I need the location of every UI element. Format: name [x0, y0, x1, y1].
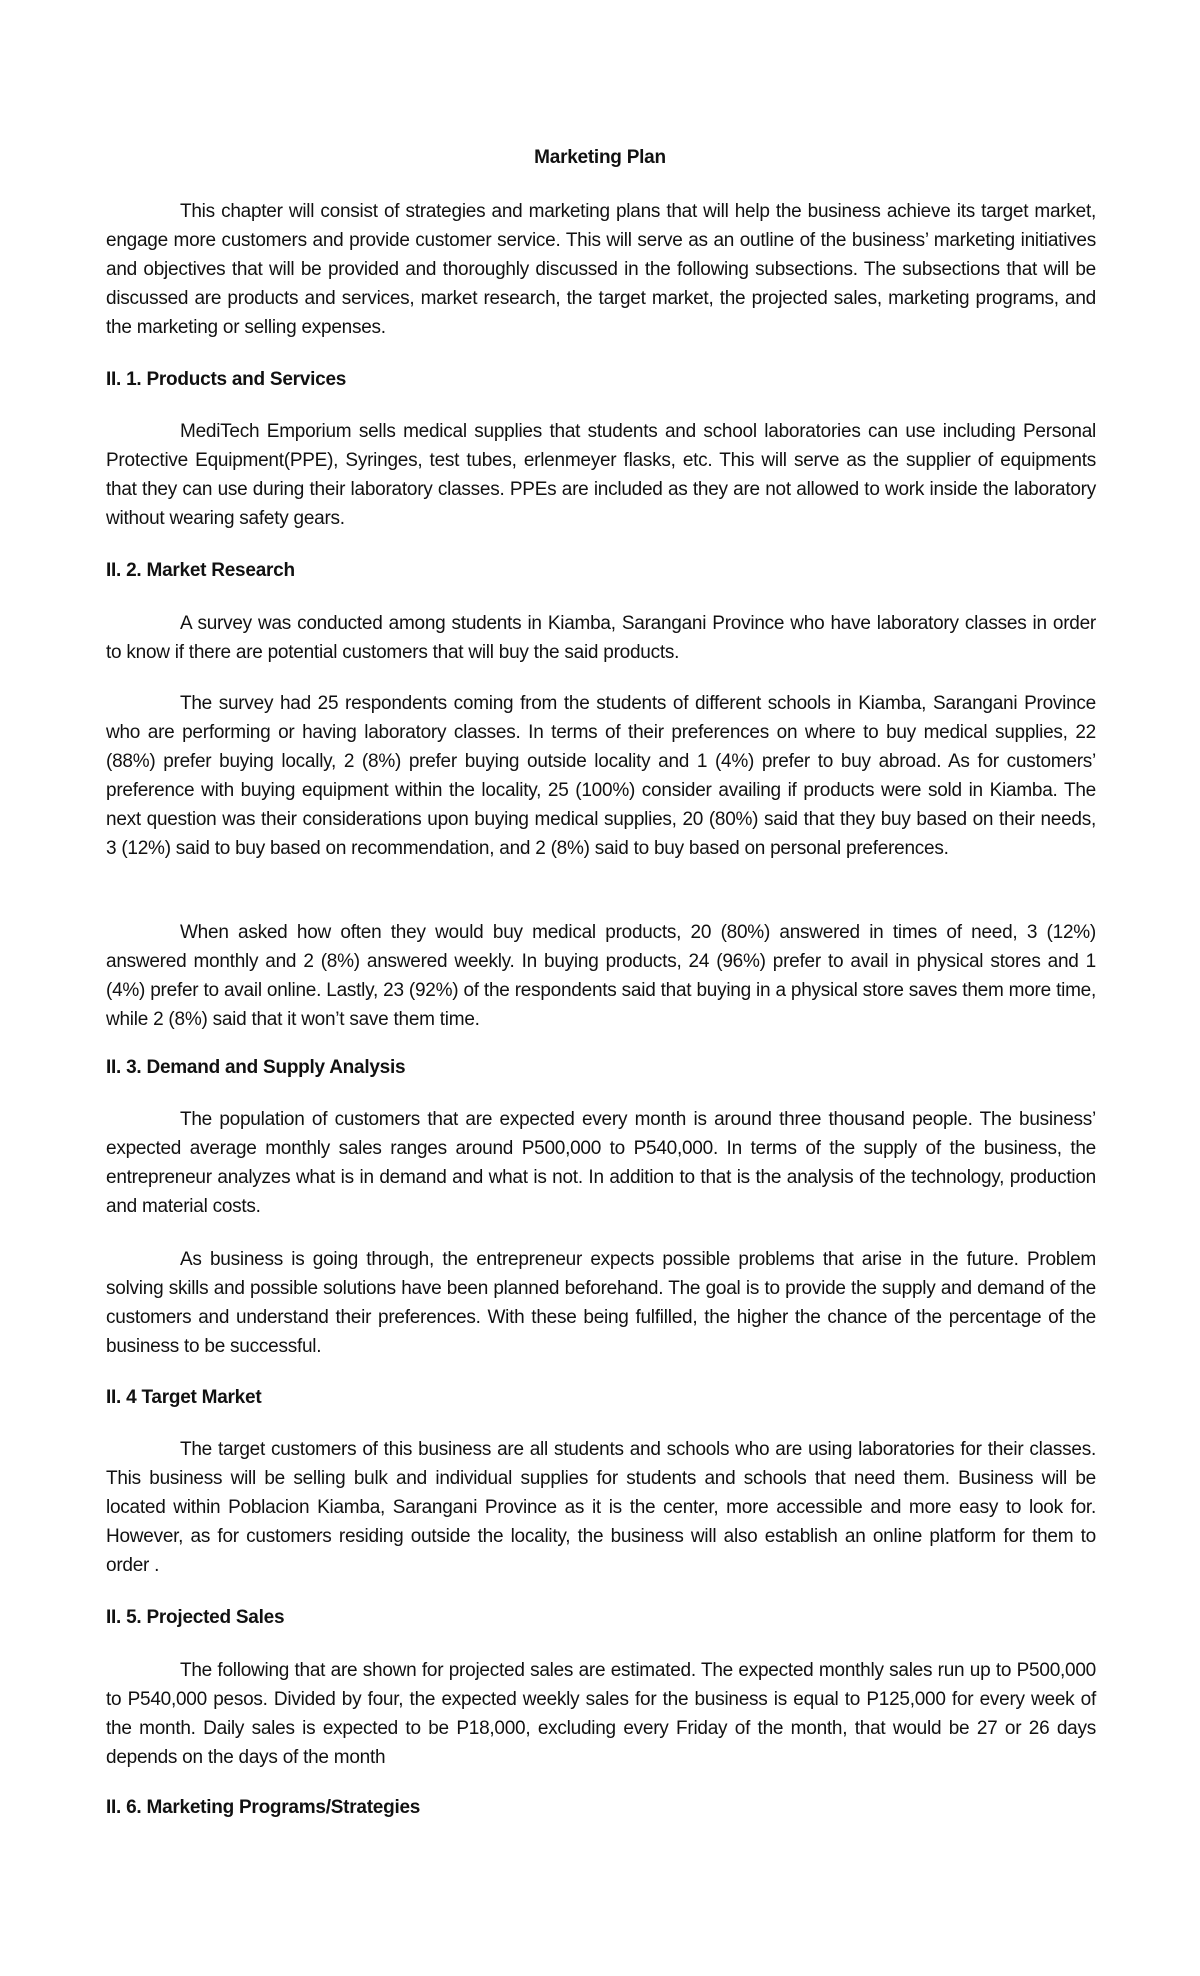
heading-projected-sales: II. 5. Projected Sales — [106, 1607, 285, 1628]
target-market-paragraph: The target customers of this business are all students and schools who are using laboratories for their classes. This business will be selling bulk and individual supplies for students and schools that need them. Business will be located within Poblacion Kiamba, Sarangani Province as it is the center, more accessible and more easy to look for. However, as for customers residing outside the locality, the business will also establish an online platform for them to order . — [106, 1439, 1096, 1576]
demand-paragraph-2: As business is going through, the entrepreneur expects possible problems that arise in the future. Problem solving skills and possible solutions have been planned beforehand. The goal is to provide the supply and demand of the customers and understand their preferences. With these being fulfilled, the higher the chance of the percentage of the business to be successful. — [106, 1249, 1096, 1357]
heading-marketing-programs: II. 6. Marketing Programs/Strategies — [106, 1797, 421, 1818]
page-title: Marketing Plan — [534, 147, 666, 168]
heading-market-research: II. 2. Market Research — [106, 560, 295, 581]
research-paragraph-3: When asked how often they would buy medical products, 20 (80%) answered in times of need, 3 (12%) answered monthly and 2 (8%) answered weekly. In buying products, 24 (96%) prefer to avail in physical stores and 1 (4%) prefer to avail online. Lastly, 23 (92%) of the respondents said that buying in a physical store saves them more time, while 2 (8%) said that it won’t save them time. — [106, 922, 1096, 1030]
intro-paragraph: This chapter will consist of strategies and marketing plans that will help the business achieve its target market, engage more customers and provide customer service. This will serve as an outline of the business’ marketing initiatives and objectives that will be provided and thoroughly discussed in the following subsections. The subsections that will be discussed are products and services, market research, the target market, the projected sales, marketing programs, and the marketing or selling expenses. — [106, 201, 1096, 338]
research-paragraph-2: The survey had 25 respondents coming from the students of different schools in Kiamba, Sarangani Province who are performing or having laboratory classes. In terms of their preferences on where to buy medical supplies, 22 (88%) prefer buying locally, 2 (8%) prefer buying outside locality and 1 (4%) prefer to buy abroad. As for customers’ preference with buying equipment within the locality, 25 (100%) consider availing if products were sold in Kiamba. The next question was their considerations upon buying medical supplies, 20 (80%) said that they buy based on their needs, 3 (12%) said to buy based on recommendation, and 2 (8%) said to buy based on personal preferences. — [106, 693, 1096, 859]
heading-products-services: II. 1. Products and Services — [106, 369, 347, 390]
heading-target-market: II. 4 Target Market — [106, 1387, 262, 1408]
projected-sales-paragraph: The following that are shown for projected sales are estimated. The expected monthly sales run up to P500,000 to P540,000 pesos. Divided by four, the expected weekly sales for the business is equal to P125,000 for every week of the month. Daily sales is expected to be P18,000, excluding every Friday of the month, that would be 27 or 26 days depends on the days of the month — [106, 1660, 1096, 1768]
demand-paragraph-1: The population of customers that are expected every month is around three thousand people. The business’ expected average monthly sales ranges around P500,000 to P540,000. In terms of the supply of the business, the entrepreneur analyzes what is in demand and what is not. In addition to that is the analysis of the technology, production and material costs. — [106, 1109, 1096, 1217]
research-paragraph-1: A survey was conducted among students in Kiamba, Sarangani Province who have laboratory classes in order to know if there are potential customers that will buy the said products. — [106, 613, 1096, 663]
products-paragraph: MediTech Emporium sells medical supplies that students and school laboratories can use including Personal Protective Equipment(PPE), Syringes, test tubes, erlenmeyer flasks, etc. This will serve as the supplier of equipments that they can use during their laboratory classes. PPEs are included as they are not allowed to work inside the laboratory without wearing safety gears. — [106, 421, 1096, 529]
heading-demand-supply: II. 3. Demand and Supply Analysis — [106, 1057, 406, 1078]
